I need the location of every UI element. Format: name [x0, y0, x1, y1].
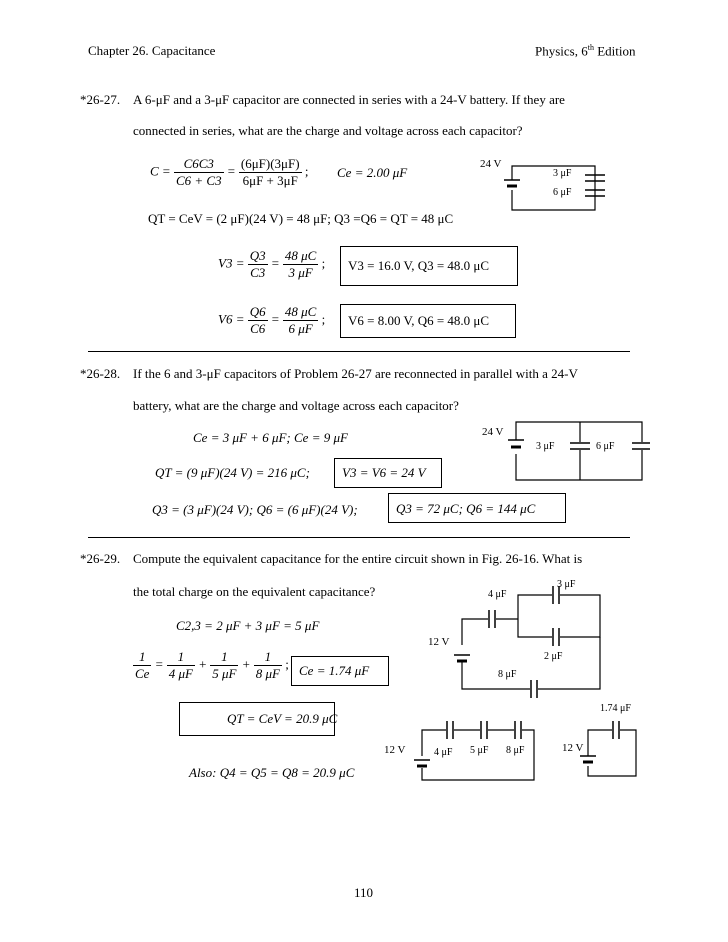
p28-parallel-circuit-diagram [480, 420, 650, 490]
p27-v6-frac1 [248, 304, 268, 337]
p29-eq-t1-den: 4 μF [168, 666, 193, 681]
divider-1 [88, 351, 630, 352]
p27-v3-lhs: V3 = [218, 255, 245, 271]
divider-2 [88, 537, 630, 538]
book-title-text: Physics, 6 [535, 43, 588, 59]
p29-c1-battery-label: 12 V [428, 636, 450, 648]
book-title [535, 43, 636, 59]
p27-v6-frac2 [283, 304, 318, 337]
p27-c-frac2-den: 6μF + 3μF [242, 173, 298, 188]
p29-c1-c2-label: 2 μF [544, 651, 563, 662]
p28-c3-label: 3 μF [536, 441, 555, 452]
p27-qt: QT = CeV = (2 μF)(24 V) = 48 μF; Q3 =Q6 = QT = 48 μC [148, 211, 454, 226]
p27-v6-result: V6 = 8.00 V, Q6 = 48.0 μC [348, 313, 490, 328]
p27-v3-frac1-num: Q3 [249, 248, 266, 263]
p29-question-line2: the total charge on the equivalent capacitance? [133, 584, 376, 599]
p28-ce: Ce = 3 μF + 6 μF; Ce = 9 μF [193, 430, 348, 445]
p27-v3-frac1-den: C3 [250, 265, 266, 280]
p28-question-line2: battery, what are the charge and voltage across each capacitor? [133, 398, 459, 413]
p27-question-line1: A 6-μF and a 3-μF capacitor are connected in series with a 24-V battery. If they are [133, 92, 565, 107]
p27-c6-label: 6 μF [553, 187, 572, 198]
p29-c1-c3-label: 3 μF [557, 579, 576, 590]
p27-battery-label: 24 V [480, 158, 502, 170]
p29-circuit-fig-diagram [420, 575, 610, 705]
p29-eq-t2-num: 1 [210, 649, 238, 666]
p27-c-frac1-den: C6 + C3 [175, 173, 222, 188]
p27-v6-lhs: V6 = [218, 311, 245, 327]
p27-c-semi: ; [304, 163, 309, 179]
p29-also: Also: Q4 = Q5 = Q8 = 20.9 μC [189, 765, 355, 780]
p27-v3-frac2 [283, 248, 318, 281]
p29-ce-result: Ce = 1.74 μF [299, 663, 370, 678]
problem-number-29: *26-29. [80, 551, 121, 566]
p29-eq-t1-num: 1 [167, 649, 195, 666]
p29-ce-equation: $\frac{1}{Ce}$ = $\frac{1}{4 \mu F}$ + $\frac{1}{5 \mu F}$ + $\frac{1}{8 \mu F}$ ; [135, 649, 289, 681]
p29-c2-c4-label: 4 μF [434, 747, 453, 758]
p27-c-equation: C = $\frac{C6C3}{C6 + C3}$ = $\frac{(6\mu F)(3\mu F)}{6\mu F + 3\mu F}$ ; [150, 156, 309, 188]
p27-series-circuit-diagram [470, 150, 610, 220]
book-title-sup: th [587, 43, 594, 52]
p27-c-lhs: C = [150, 163, 171, 179]
chapter-title: Chapter 26. Capacitance [88, 43, 216, 58]
page-number: 110 [354, 885, 374, 900]
p27-v3-equation: V3 = $\frac{Q3}{C3}$ = $\frac{48 \mu C}{3 \mu F}$ ; [218, 248, 326, 280]
p28-question-line1: If the 6 and 3-μF capacitors of Problem 26-27 are reconnected in parallel with a 24-V [133, 366, 578, 381]
p29-eq-t3-num: 1 [254, 649, 282, 666]
p29-question-line1: Compute the equivalent capacitance for the entire circuit shown in Fig. 26-16. What is [133, 551, 583, 566]
p27-v3-frac2-num: 48 μC [284, 248, 317, 263]
p29-c1-c4-label: 4 μF [488, 589, 507, 600]
p28-c6-label: 6 μF [596, 441, 615, 452]
problem-number-28: *26-28. [80, 366, 121, 381]
p27-c-frac2-num: (6μF)(3μF) [240, 156, 300, 171]
p29-qt-result: QT = CeV = 20.9 μC [227, 711, 338, 726]
p29-eq-t1 [167, 649, 195, 682]
p29-c3-battery-label: 12 V [562, 742, 584, 754]
p28-q-result: Q3 = 72 μC; Q6 = 144 μC [396, 501, 536, 516]
p29-eq-lhs [133, 649, 151, 682]
p27-v6-equation: V6 = $\frac{Q6}{C6}$ = $\frac{48 \mu C}{6 \mu F}$ ; [218, 304, 326, 336]
problem-number-27: *26-27. [80, 92, 121, 107]
p29-series-circuit-diagram [384, 716, 544, 786]
p27-v6-frac2-num: 48 μC [284, 304, 317, 319]
p29-eq-lhs-num: 1 [133, 649, 151, 666]
p29-equivalent-circuit-diagram [558, 700, 648, 780]
p27-v6-frac1-den: C6 [250, 321, 266, 336]
p29-eq-t2-den: 5 μF [212, 666, 237, 681]
p28-q: Q3 = (3 μF)(24 V); Q6 = (6 μF)(24 V); [152, 502, 358, 517]
p28-battery-label: 24 V [482, 426, 504, 438]
p29-c2-battery-label: 12 V [384, 744, 406, 756]
p29-eq-t3-den: 8 μF [255, 666, 280, 681]
p29-eq-t3 [254, 649, 282, 682]
p29-c1-c8-label: 8 μF [498, 669, 517, 680]
p29-c3-ce-label: 1.74 μF [600, 703, 631, 714]
p27-v3-result: V3 = 16.0 V, Q3 = 48.0 μC [348, 258, 490, 273]
p28-qt: QT = (9 μF)(24 V) = 216 μC; [155, 465, 310, 480]
p29-eq-t2 [210, 649, 238, 682]
p28-v-result: V3 = V6 = 24 V [342, 465, 426, 480]
p29-c2-c8-label: 8 μF [506, 745, 525, 756]
p27-ce: Ce = 2.00 μF [337, 165, 408, 180]
p27-c3-label: 3 μF [553, 168, 572, 179]
p27-c-frac1-num: C6C3 [174, 156, 224, 173]
p27-question-line2: connected in series, what are the charge and voltage across each capacitor? [133, 123, 523, 138]
p27-c-frac1 [174, 156, 224, 189]
p27-c-frac2 [239, 156, 302, 189]
book-title-end: Edition [593, 43, 636, 59]
p27-v3-frac2-den: 3 μF [288, 265, 313, 280]
p29-c23: C2,3 = 2 μF + 3 μF = 5 μF [176, 618, 320, 633]
p27-v3-frac1 [248, 248, 268, 281]
p29-eq-lhs-den: Ce [135, 666, 150, 681]
p29-c2-c5-label: 5 μF [470, 745, 489, 756]
p27-v6-frac1-num: Q6 [249, 304, 266, 319]
p27-v6-frac2-den: 6 μF [288, 321, 313, 336]
